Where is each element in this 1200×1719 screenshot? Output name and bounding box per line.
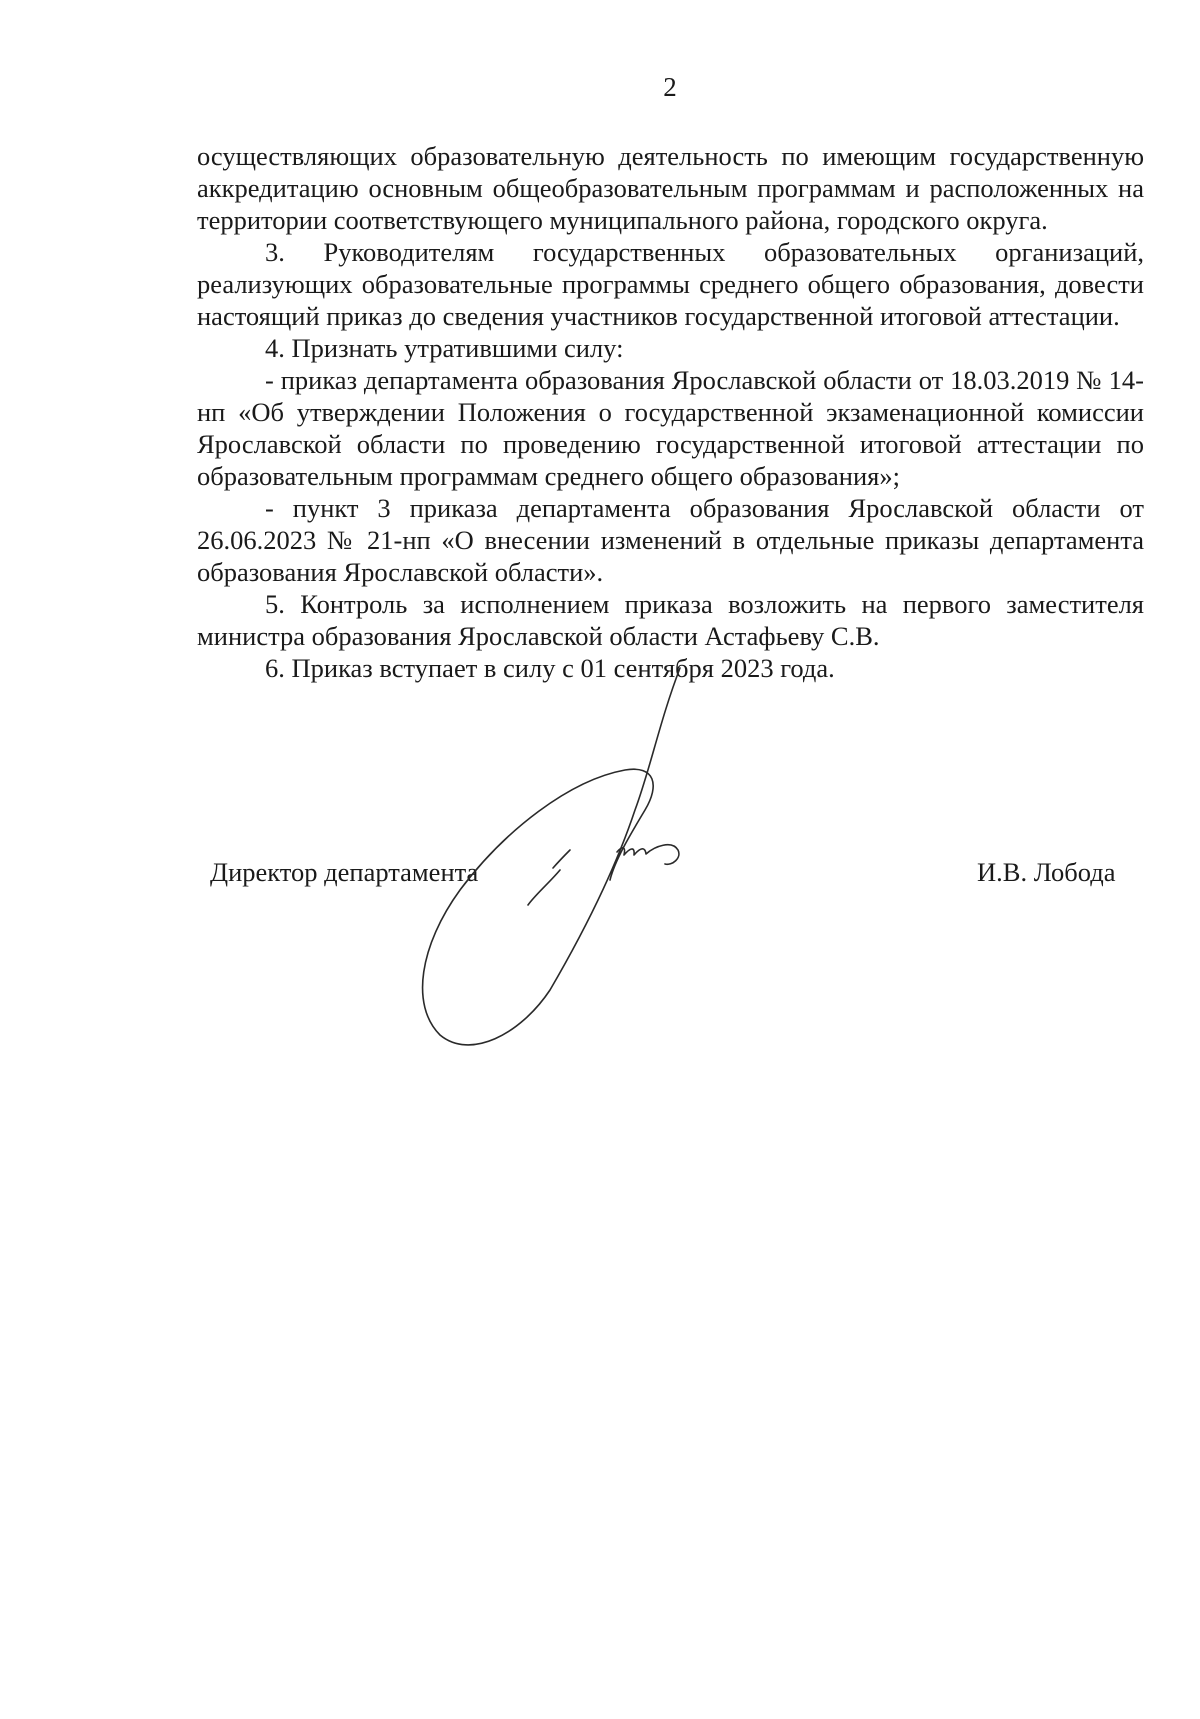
- paragraph-5: 5. Контроль за исполнением приказа возложить на первого заместителя министра образования Ярославской области Астафьеву С.В.: [197, 589, 1144, 651]
- signer-name: И.В. Лобода: [977, 857, 1116, 887]
- handwritten-signature: [410, 660, 750, 1080]
- paragraph-4-item-2: - пункт 3 приказа департамента образования Ярославской области от 26.06.2023 № 21-нп «О внесении изменений в отдельные приказы департамента образования Ярославской области».: [197, 493, 1144, 587]
- page-number: 2: [663, 72, 677, 102]
- document-body: [197, 140, 1144, 684]
- paragraph-4: 4. Признать утратившими силу:: [265, 333, 624, 363]
- paragraph-6: 6. Приказ вступает в силу с 01 сентября 2023 года.: [265, 653, 835, 683]
- paragraph-continuation: осуществляющих образовательную деятельность по имеющим государственную аккредитацию основным общеобразовательным программам и расположенных на территории соответствующего муниципального района, городского округа.: [197, 141, 1144, 235]
- signer-position: Директор департамента: [210, 857, 479, 887]
- paragraph-3: 3. Руководителям государственных образовательных организаций, реализующих образовательные программы среднего общего образования, довести настоящий приказ до сведения участников государственной итоговой аттестации.: [197, 237, 1144, 331]
- paragraph-4-item-1: - приказ департамента образования Ярославской области от 18.03.2019 № 14-нп «Об утверждении Положения о государственной экзаменационной комиссии Ярославской области по проведению государственной итоговой аттестации по образовательным программам среднего общего образования»;: [197, 365, 1144, 491]
